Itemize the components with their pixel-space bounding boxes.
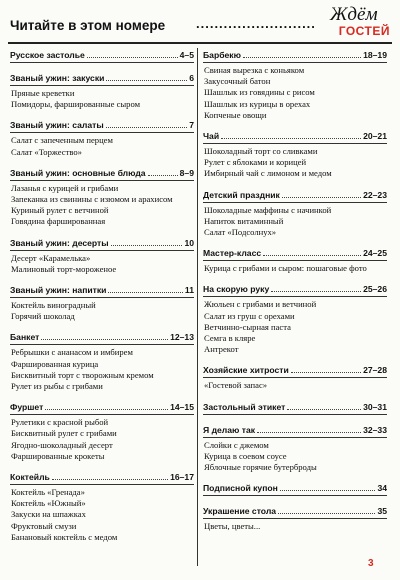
section-heading	[203, 483, 387, 496]
toc-item: Коктейль виноградный	[11, 300, 96, 311]
section-title: Мастер-класс	[203, 248, 262, 259]
section-pages: 4–5	[179, 50, 194, 60]
section-title: Банкет	[10, 332, 40, 343]
toc-section	[203, 284, 387, 355]
toc-item: Курица в соевом соусе	[204, 450, 287, 461]
toc-item: Горячий шоколад	[11, 311, 75, 322]
toc-item: Фаршированные крокеты	[11, 450, 105, 461]
section-pages: 8–9	[179, 167, 194, 178]
dot-leader	[41, 339, 168, 340]
toc-section	[10, 472, 194, 543]
section-title: Званый ужин: салаты	[10, 120, 104, 131]
section-title: Детский праздник	[203, 189, 280, 200]
section-pages: 18–19	[363, 50, 387, 60]
toc-item: Слойки с джемом	[204, 439, 269, 450]
section-pages: 7	[189, 120, 194, 131]
section-title: Украшение стола	[203, 506, 277, 517]
section-heading	[10, 402, 194, 415]
section-heading	[10, 332, 194, 345]
section-heading	[10, 120, 194, 133]
toc-item: «Гостевой запас»	[204, 380, 268, 391]
section-heading	[203, 131, 387, 144]
page-header	[10, 6, 390, 42]
dot-leader	[243, 57, 361, 58]
toc-left-column	[10, 50, 194, 553]
toc-item: Пряные креветки	[11, 88, 75, 98]
toc-item: Лазанья с курицей и грибами	[11, 182, 119, 193]
toc-section	[203, 483, 387, 496]
toc-item: Рулет из рыбы с грибами	[11, 381, 103, 392]
dot-leader	[221, 138, 361, 139]
toc-section	[10, 73, 194, 110]
toc-item: Банановый коктейль с медом	[11, 531, 118, 542]
toc-item: Коктейль «Гренада»	[11, 487, 85, 498]
section-title: Званый ужин: десерты	[10, 237, 109, 248]
toc-section	[203, 50, 387, 121]
toc-section	[10, 168, 194, 228]
dot-leader	[271, 291, 361, 292]
toc-item: Шоколадные маффины с начинкой	[204, 204, 332, 215]
section-title: Хозяйские хитрости	[203, 365, 289, 376]
logo-script: Ждём	[330, 4, 378, 25]
dot-leader	[106, 127, 188, 128]
toc-item: Антрекот	[204, 344, 239, 355]
dot-leader	[87, 57, 178, 58]
toc-item: Закусочный батон	[204, 76, 271, 87]
section-pages: 27–28	[363, 365, 387, 376]
section-pages: 10	[184, 237, 194, 248]
section-pages: 22–23	[363, 189, 387, 200]
toc-right-column	[203, 50, 387, 542]
section-title: Коктейль	[10, 472, 50, 483]
section-heading	[203, 506, 387, 519]
section-pages: 35	[377, 506, 387, 517]
toc-section	[10, 402, 194, 462]
section-pages: 16–17	[170, 472, 194, 483]
section-title: Фуршет	[10, 402, 44, 413]
toc-item: Бисквитный рулет с грибами	[11, 428, 117, 439]
toc-item: Рулетики с красной рыбой	[11, 417, 109, 428]
toc-item: Куриный рулет с ветчиной	[11, 205, 109, 216]
toc-item: Бисквитный торт с творожным кремом	[11, 369, 154, 380]
section-title: Званый ужин: закуски	[10, 73, 105, 83]
section-title: Русское застолье	[10, 50, 85, 60]
toc-item: Семга в кляре	[204, 333, 256, 344]
magazine-logo	[328, 6, 390, 42]
section-title: Подписной купон	[203, 483, 278, 494]
toc-item: Курица с грибами и сыром: пошаговые фото	[204, 263, 367, 274]
dot-leader	[282, 197, 361, 198]
dot-leader	[108, 292, 182, 293]
section-heading	[203, 402, 387, 415]
toc-item: Цветы, цветы...	[204, 521, 261, 532]
section-title: На скорую руку	[203, 284, 270, 295]
toc-item: Салат «Подсолнух»	[204, 227, 277, 238]
toc-item: Шашлык из говядины с рисом	[204, 87, 315, 98]
toc-item: Рулет с яблоками и корицей	[204, 157, 307, 168]
toc-item: Ребрышки с ананасом и имбирем	[11, 347, 133, 358]
section-pages: 12–13	[170, 332, 194, 343]
section-heading	[203, 284, 387, 297]
logo-word: ГОСТЕЙ	[338, 24, 390, 38]
toc-item: Говядина фаршированная	[11, 216, 106, 227]
toc-item: Салат из груш с орехами	[204, 310, 295, 321]
section-pages: 24–25	[363, 248, 387, 259]
section-pages: 6	[189, 73, 194, 83]
section-heading	[10, 285, 194, 298]
toc-item: Запеканка из свинины с изюмом и арахисом	[11, 194, 173, 205]
toc-item: Свиная вырезка с коньяком	[204, 65, 305, 75]
section-heading	[10, 168, 194, 181]
dot-leader	[111, 245, 183, 246]
toc-section	[203, 506, 387, 532]
toc-item: Напиток витаминный	[204, 215, 284, 226]
section-pages: 11	[184, 285, 194, 296]
page-number: 3	[368, 558, 374, 569]
header-title: Читайте в этом номере	[10, 18, 166, 33]
dot-leader	[291, 372, 361, 373]
toc-item: Шоколадный торт со сливками	[204, 146, 318, 157]
toc-item: Малиновый торт-мороженое	[11, 263, 117, 274]
toc-section	[203, 402, 387, 415]
dot-leader	[45, 409, 168, 410]
section-heading	[203, 365, 387, 378]
dot-leader	[263, 255, 361, 256]
toc-item: Копченые овощи	[204, 109, 267, 120]
toc-item: Яблочные горячие бутерброды	[204, 462, 317, 473]
toc-section	[203, 425, 387, 474]
section-pages: 25–26	[363, 284, 387, 295]
toc-item: Шашлык из курицы в орехах	[204, 98, 311, 109]
section-title: Чай	[203, 131, 220, 142]
toc-section	[10, 285, 194, 322]
toc-section	[10, 120, 194, 157]
toc-item: Коктейль «Южный»	[11, 498, 86, 509]
section-heading	[203, 425, 387, 438]
dot-leader	[148, 175, 178, 176]
dot-leader	[287, 409, 361, 410]
section-heading	[10, 238, 194, 251]
toc-section	[10, 50, 194, 63]
toc-item: Салат с запеченным перцем	[11, 135, 113, 146]
header-rule	[8, 42, 392, 44]
column-divider	[197, 48, 198, 566]
toc-item: Помидоры, фаршированные сыром	[11, 99, 141, 110]
section-heading	[203, 248, 387, 261]
section-title: Званый ужин: напитки	[10, 285, 107, 296]
section-pages: 34	[377, 483, 387, 494]
toc-item: Ветчинно-сырная паста	[204, 321, 291, 332]
dot-leader	[52, 479, 168, 480]
section-pages: 30–31	[363, 401, 387, 412]
section-title: Барбекю	[203, 50, 241, 60]
toc-item: Салат «Торжество»	[11, 146, 82, 157]
section-pages: 14–15	[170, 402, 194, 413]
dot-leader	[278, 513, 375, 514]
toc-section	[10, 238, 194, 275]
section-title: Застольный этикет	[203, 401, 286, 412]
section-heading	[203, 50, 387, 63]
dot-leader	[280, 490, 376, 491]
section-title: Я делаю так	[203, 424, 256, 435]
header-dots: ..........................	[196, 16, 316, 31]
toc-item: Закуски на шпажках	[11, 509, 86, 520]
section-heading	[10, 472, 194, 485]
section-title: Званый ужин: основные блюда	[10, 167, 146, 178]
section-heading	[10, 50, 194, 63]
toc-item: Фруктовый смузи	[11, 520, 77, 531]
toc-item: Имбирный чай с лимоном и медом	[204, 168, 332, 179]
toc-item: Десерт «Карамелька»	[11, 252, 91, 263]
toc-item: Ягодно-шоколадный десерт	[11, 439, 113, 450]
toc-section	[203, 131, 387, 180]
toc-item: Жюльен с грибами и ветчиной	[204, 299, 317, 310]
toc-section	[203, 365, 387, 391]
section-heading	[10, 73, 194, 86]
toc-section	[10, 332, 194, 392]
toc-item: Фаршированная курица	[11, 358, 99, 369]
dot-leader	[257, 432, 361, 433]
section-heading	[203, 190, 387, 203]
section-pages: 32–33	[363, 424, 387, 435]
section-pages: 20–21	[363, 131, 387, 142]
toc-section	[203, 190, 387, 239]
toc-section	[203, 248, 387, 274]
dot-leader	[106, 80, 187, 81]
